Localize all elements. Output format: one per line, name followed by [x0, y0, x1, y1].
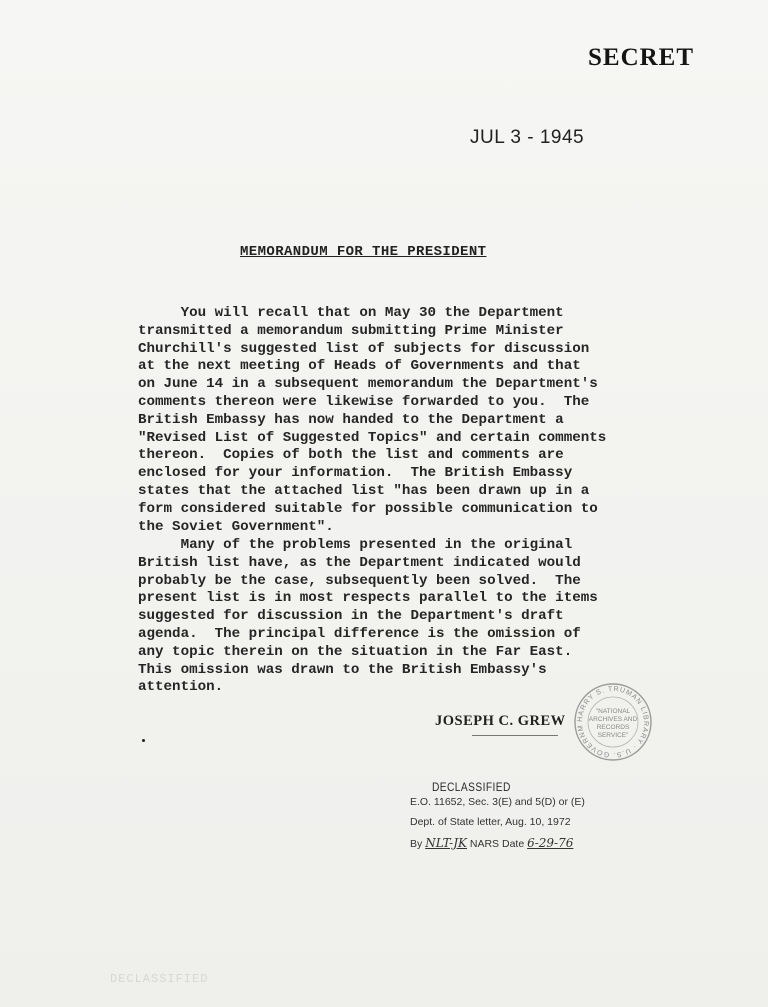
faded-footer-stamp: DECLASSIFIED: [110, 972, 209, 986]
memo-title: MEMORANDUM FOR THE PRESIDENT: [240, 244, 487, 260]
archive-stamp: [573, 682, 653, 762]
nars-date-label: NARS Date: [469, 838, 525, 850]
memo-date: JUL 3 - 1945: [470, 127, 585, 148]
declassified-by-line: [410, 836, 610, 852]
body-paragraph-2: Many of the problems presented in the original British list have, as the Department indicated would probably be the case, subsequently been solved. The present list is in most respects parallel to the items suggested for discussion in the Department's draft agenda. The principal difference is the omission of any topic therein on the situation in the Far East. This omission was drawn to the British Embassy's attention.: [138, 537, 598, 696]
by-initials: NLT-JK: [425, 836, 467, 850]
ink-dot: [142, 739, 145, 742]
declassification-authority: E.O. 11652, Sec. 3(E) and 5(D) or (E): [410, 796, 585, 808]
stamp-ring-text: HARRY S. TRUMAN LIBRARY · U.S. GOVERNM: [576, 685, 650, 759]
classification-marking: SECRET: [588, 44, 695, 71]
archive-stamp-icon: [573, 682, 653, 762]
nars-date: 6-29-76: [527, 836, 574, 850]
stamp-line-3: RECORDS: [596, 724, 630, 731]
stamp-line-2: ARCHIVES AND: [588, 716, 638, 723]
stamp-line-4: SERVICE": [597, 732, 629, 739]
signature-line: [472, 735, 558, 736]
state-letter: Dept. of State letter, Aug. 10, 1972: [410, 816, 571, 828]
stamp-line-1: "NATIONAL: [595, 708, 631, 715]
body-paragraph-1: You will recall that on May 30 the Department transmitted a memorandum submitting Prime Minister Churchill's suggested list of subjects for discussion at the next meeting of Heads of Governments and that on June 14 in a subsequent memorandum the Department's comments thereon were likewise forwarded to you. The British Embassy has now handed to the Department a "Revised List of Suggested Topics" and certain comments thereon. Copies of both the list and comments are enclosed for your information. The British Embassy states that the attached list "has been drawn up in a form considered suitable for possible communication to the Soviet Government".: [138, 305, 607, 535]
declassified-label: DECLASSIFIED: [432, 780, 511, 794]
by-prefix: By: [410, 838, 423, 850]
declassification-block: [410, 780, 610, 852]
signature: JOSEPH C. GREW: [435, 713, 566, 729]
